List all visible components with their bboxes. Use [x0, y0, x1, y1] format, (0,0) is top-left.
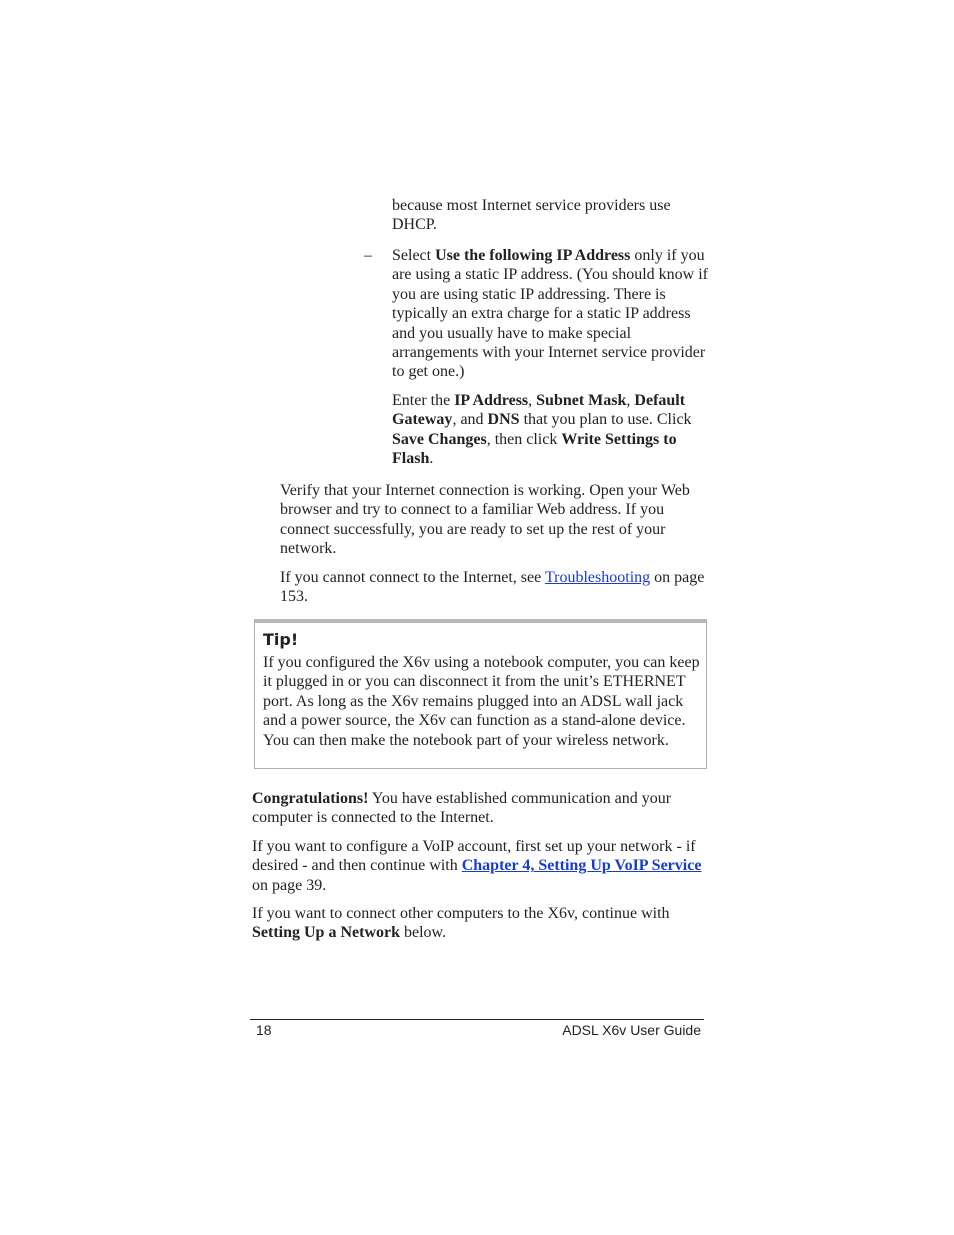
- static-ip-pre: Select: [392, 247, 436, 264]
- network-paragraph: [252, 904, 707, 943]
- ip-address-term: IP Address: [454, 392, 529, 409]
- voip-pre: If you want to configure a VoIP account, first set up your network - if desired - and then continue with: [252, 838, 696, 875]
- tip-box: [254, 619, 707, 769]
- enter-text-5: that you plan to use. Click: [519, 411, 692, 429]
- troubleshooting-post: on page 153.: [280, 569, 705, 606]
- network-post: below.: [400, 924, 447, 942]
- enter-text-2: ,: [528, 392, 537, 409]
- dns-term: DNS: [487, 411, 520, 429]
- enter-text-7: .: [429, 450, 434, 468]
- enter-settings-paragraph: [392, 391, 712, 469]
- dhcp-paragraph: because most Internet service providers use DHCP.: [392, 197, 671, 234]
- dash-bullet: –: [364, 247, 372, 264]
- congratulations-term: Congratulations!: [252, 790, 369, 807]
- troubleshooting-link[interactable]: Troubleshooting: [544, 569, 651, 586]
- static-ip-post: only if you are using a static IP address. (You should know if you are using static IP addressing. There is typically an extra charge for a static IP address and you usually have to make special arrangements with your Internet service provider to get one.): [392, 247, 708, 381]
- verify-paragraph: Verify that your Internet connection is working. Open your Web browser and try to connect to a familiar Web address. If you connect successfully, you are ready to set up the rest of your network.: [280, 482, 690, 558]
- static-ip-paragraph: [392, 246, 712, 382]
- footer-rule: [250, 1019, 704, 1020]
- tip-title: Tip!: [263, 630, 299, 649]
- static-ip-option: Use the following IP Address: [435, 247, 631, 264]
- congratulations-text: You have established communication and your computer is connected to the Internet.: [252, 790, 672, 827]
- congratulations-paragraph: [252, 789, 707, 828]
- voip-post: on page 39.: [252, 876, 327, 894]
- troubleshooting-paragraph: [280, 568, 710, 607]
- guide-title: ADSL X6v User Guide: [562, 1022, 701, 1038]
- setting-up-network-term: Setting Up a Network: [252, 924, 400, 942]
- troubleshooting-pre: If you cannot connect to the Internet, see: [280, 569, 545, 586]
- network-pre: If you want to connect other computers to the X6v, continue with: [252, 905, 670, 922]
- enter-text-4: , and: [452, 411, 488, 429]
- voip-paragraph: [252, 837, 707, 895]
- write-settings-term: Write Settings to Flash: [392, 430, 677, 468]
- enter-text-1: Enter the: [392, 392, 455, 409]
- tip-body: If you configured the X6v using a notebook computer, you can keep it plugged in or you can disconnect it from the unit’s ETHERNET port. As long as the X6v remains plugged into an ADSL wall jack and a power source, the X6v can function as a stand-alone device. You can then make the notebook part of your wireless network.: [263, 654, 700, 749]
- default-gateway-term: Default Gateway: [392, 392, 686, 429]
- enter-text-6: , then click: [486, 430, 562, 448]
- chapter-4-link[interactable]: Chapter 4, Setting Up VoIP Service: [461, 857, 702, 875]
- enter-text-3: ,: [626, 392, 635, 409]
- save-changes-term: Save Changes: [392, 430, 487, 448]
- subnet-mask-term: Subnet Mask: [536, 392, 627, 409]
- page-number: 18: [256, 1022, 272, 1038]
